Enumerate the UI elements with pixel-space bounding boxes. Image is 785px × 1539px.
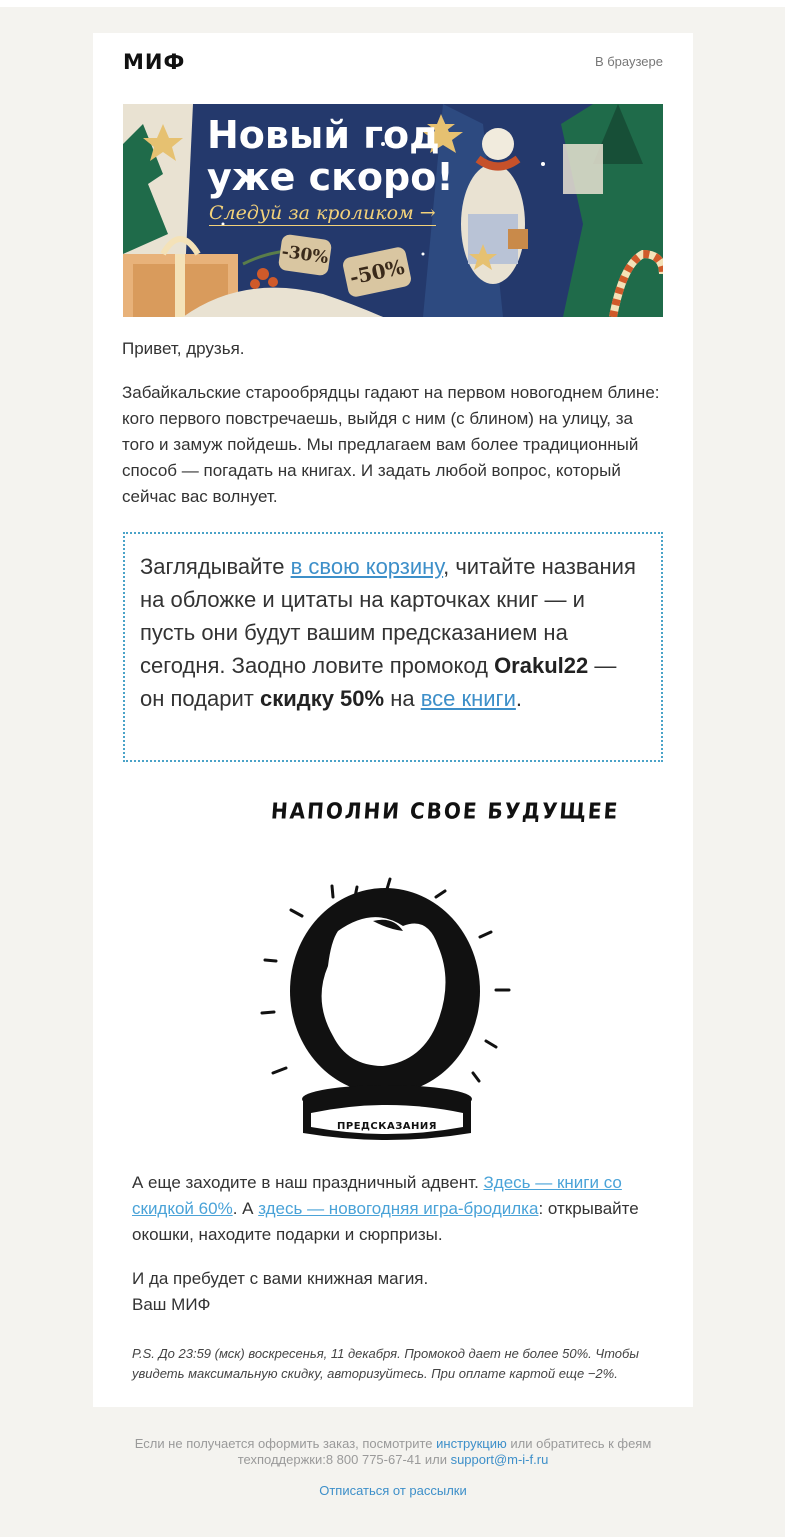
game-link[interactable]: здесь — новогодняя игра-бродилка xyxy=(258,1199,539,1218)
new-year-banner[interactable] xyxy=(123,104,663,317)
promo-code: Orakul22 xyxy=(494,653,589,678)
discount-tag-30: -30% xyxy=(278,234,333,277)
support-email-link[interactable]: support@m-i-f.ru xyxy=(450,1452,549,1467)
greeting: Привет, друзья. xyxy=(122,339,245,358)
all-books-link[interactable]: все книги xyxy=(420,686,516,711)
unsubscribe xyxy=(93,1483,693,1498)
email-card xyxy=(93,33,693,1407)
banner-title: Новый год уже скоро! xyxy=(207,113,454,199)
view-in-browser-link[interactable]: В браузере xyxy=(594,54,663,69)
top-strip xyxy=(0,0,785,7)
discount-tag-50: -50% xyxy=(342,246,413,298)
footer-help: Если не получается оформить заказ, посмотрите инструкцию или обратитесь к феям техподдержки:8 800 775-67-41 или support@m-i-f.ru xyxy=(134,1436,652,1467)
email-header xyxy=(123,50,663,72)
closing-paragraph: И да пребудет с вами книжная магия. Ваш МИФ xyxy=(132,1269,429,1314)
postscript: P.S. До 23:59 (мск) воскресенья, 11 декабря. Промокод дает не более 50%. Чтобы увидеть максимальную скидку, авторизуйтесь. При оплате картой еще −2%. xyxy=(132,1346,639,1381)
crystal-ball-label: ПРЕДСКАЗАНИЯ xyxy=(337,1121,437,1132)
mif-logo[interactable]: МИФ xyxy=(123,50,186,74)
discount-60-link[interactable]: Здесь — книги со скидкой 60% xyxy=(132,1173,622,1218)
banner-cta[interactable]: Следуй за кроликом → xyxy=(209,202,436,224)
discount-text: скидку 50% xyxy=(259,686,385,711)
cart-link[interactable]: в свою корзину xyxy=(290,554,444,579)
illustration-title: НАПОЛНИ СВОЕ БУДУЩЕЕ xyxy=(270,797,621,825)
unsubscribe-link[interactable]: Отписаться от рассылки xyxy=(319,1483,467,1498)
advent-paragraph: А еще заходите в наш праздничный адвент. Здесь — книги со скидкой 60%. А здесь — новогодняя игра-бродилка: открывайте окошки, находите подарки и сюрпризы. xyxy=(132,1173,639,1244)
instructions-link[interactable]: инструкцию xyxy=(436,1436,507,1451)
intro-paragraph: Забайкальские старообрядцы гадают на первом новогоднем блине: кого первого повстречаешь, выйдя с ним (с блином) на улицу, за того и замуж пойдешь. Мы предлагаем вам более традиционный способ — погадать на книгах. И задать любой вопрос, который сейчас вас волнует. xyxy=(122,383,660,506)
promo-box: Заглядывайте в свою корзину, читайте названия на обложке и цитаты на карточках книг — и пусть они будут вашим предсказанием на сегодня. Заодно ловите промокод Orakul22 — он подарит скидку 50% на все книги. xyxy=(123,532,663,762)
crystal-ball-icon[interactable] xyxy=(253,871,523,1141)
